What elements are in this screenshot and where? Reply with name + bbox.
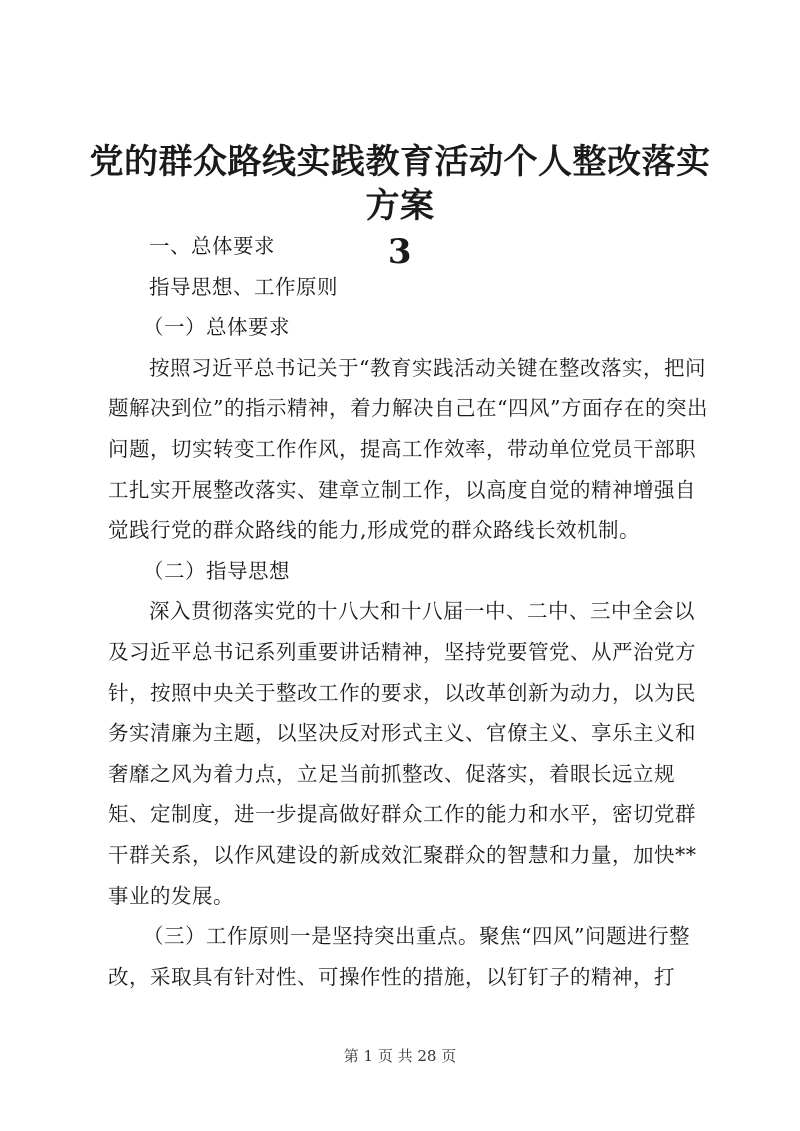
subsection-heading-1: （一）总体要求 bbox=[143, 315, 290, 340]
title-line-2: 3 bbox=[387, 232, 413, 272]
section-heading-overall: 一、总体要求 bbox=[149, 234, 275, 258]
paragraph-work-principles: （三）工作原则一是坚持突出重点。聚焦“四风”问题进行整改，采取具有针对性、可操作性的措施，以钉钉子的精神，打 bbox=[108, 924, 690, 989]
subsection-heading-2: （二）指导思想 bbox=[143, 558, 290, 583]
page-footer: 第 1 页 共 28 页 bbox=[343, 1047, 457, 1065]
subheading-guiding-principles: 指导思想、工作原则 bbox=[149, 274, 338, 299]
document-body bbox=[108, 226, 708, 997]
paragraph-overall-requirements: 按照习近平总书记关于“教育实践活动关键在整改落实，把问题解决到位”的指示精神，着力解决自己在“四风”方面存在的突出问题，切实转变工作作风，提高工作效率，带动单位党员干部职工扎实开展整改落实、建章立制工作，以高度自觉的精神增强自觉践行党的群众路线的能力,形成党的群众路线长效机制。 bbox=[108, 355, 708, 543]
title-line-1: 党的群众路线实践教育活动个人整改落实方案 bbox=[89, 142, 711, 226]
paragraph-guiding-ideology: 深入贯彻落实党的十八大和十八届一中、二中、三中全会以及习近平总书记系列重要讲话精神，坚持党要管党、从严治党方针，按照中央关于整改工作的要求，以改革创新为动力，以为民务实清廉为主题，以坚决反对形式主义、官僚主义、享乐主义和奢靡之风为着力点，立足当前抓整改、促落实，着眼长远立规矩、定制度，进一步提高做好群众工作的能力和水平，密切党群干群关系，以作风建设的新成效汇聚群众的智慧和力量，加快**事业的发展。 bbox=[108, 599, 697, 908]
